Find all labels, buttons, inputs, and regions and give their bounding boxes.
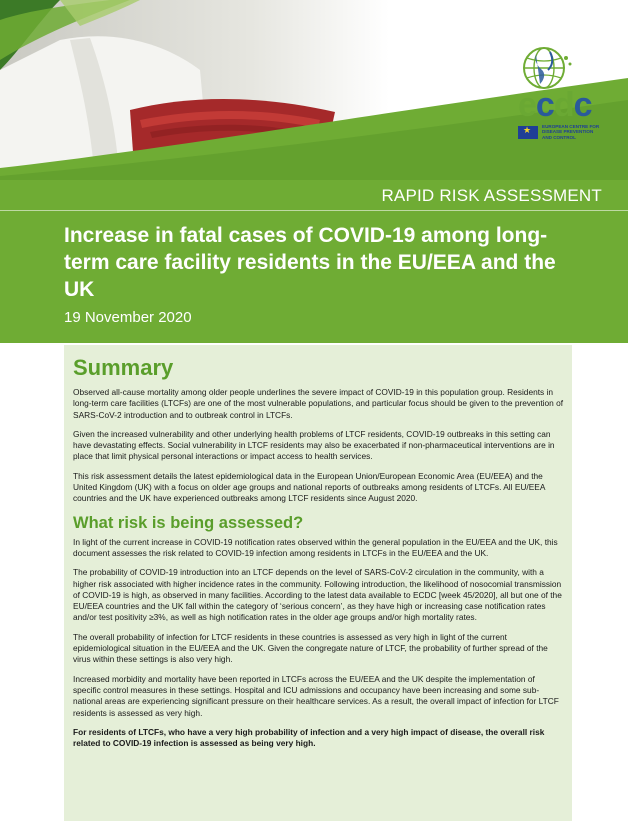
summary-heading: Summary [73,355,174,380]
page-title: Increase in fatal cases of COVID-19 among long-term care facility residents in the EU/EEA and the UK [64,224,556,301]
risk-subheading: What risk is being assessed? [73,513,304,532]
band-divider [0,210,628,211]
summary-paragraph: Observed all-cause mortality among older people underlines the severe impact of COVID-19 in this population group. Residents in long-term care facilities (LTCFs) are one of the most vulnerable populations, and particular focus should be given to the prevention of SARS-CoV-2 introduction and to outbreak control in LTCFs. [73,387,564,420]
risk-paragraph: The probability of COVID-19 introduction into an LTCF depends on the level of SARS-CoV-2 circulation in the community, with a higher risk associated with higher incidence rates in the community. Following introduction, the likelihood of nosocomial transmission of COVID-19 is high, as observed in many facilities. According to the latest data available to ECDC [week 45/2020], all but one of the EU/EEA countries and the UK fall within the category of ‘serious concern’, as they have high or increasing case notification rates and/or test positivity ≥3%, as well as high notification rates in the older age groups and/or high mortality rates. [73,567,562,623]
ecdc-wordmark: ecdc [518,86,592,124]
publication-date: 19 November 2020 [64,309,192,326]
summary-paragraph: Given the increased vulnerability and other underlying health problems of LTCF residents, COVID-19 outbreaks in this setting can have devastating effects. Social vulnerability in LTCF residents may also be exacerbated if non-pharmaceutical interventions are in place that limit physical personal interactions or impact access to health services. [73,428,555,462]
eu-flag-icon [518,126,538,139]
risk-paragraph: In light of the current increase in COVID-19 notification rates observed within the general population in the EU/EEA and the UK, this document assesses the risk related to COVID-19 infection among residents in LTCFs in the EU/EEA and the UK. [73,536,558,558]
summary-paragraph: This risk assessment details the latest epidemiological data in the European Union/European Economic Area (EU/EEA) and the United Kingdom (UK) with a focus on older age groups and national reports of outbreaks among residents of LTCFs. All EU/EEA countries and the UK have experienced outbreaks among LTCF residents since August 2020. [73,470,545,504]
risk-paragraph: Increased morbidity and mortality have been reported in LTCFs across the EU/EEA and the UK despite the implementation of specific control measures in these settings. Hospital and ICU admissions and occupancy have been increasing and some sub-national areas are experiencing significant pressure on their healthcare services. As a result, the overall impact of infection for LTCF residents is assessed as very high. [73,673,559,718]
globe-icon [506,44,576,92]
ecdc-logo [496,44,608,144]
document-type-label: RAPID RISK ASSESSMENT [381,186,602,205]
ecdc-full-name: EUROPEAN CENTRE FOR DISEASE PREVENTION AND CONTROL [542,124,600,140]
risk-paragraph: The overall probability of infection for LTCF residents in these countries is assessed as very high in light of the current epidemiological situation in the EU/EEA and the UK. Given the congregate nature of LTCF, the probability of further spread of the virus within these settings is also very high. [73,631,548,665]
summary-box [64,345,572,821]
risk-conclusion: For residents of LTCFs, who have a very high probability of infection and a very high impact of disease, the overall risk related to COVID-19 infection is assessed as being very high. [73,726,545,749]
